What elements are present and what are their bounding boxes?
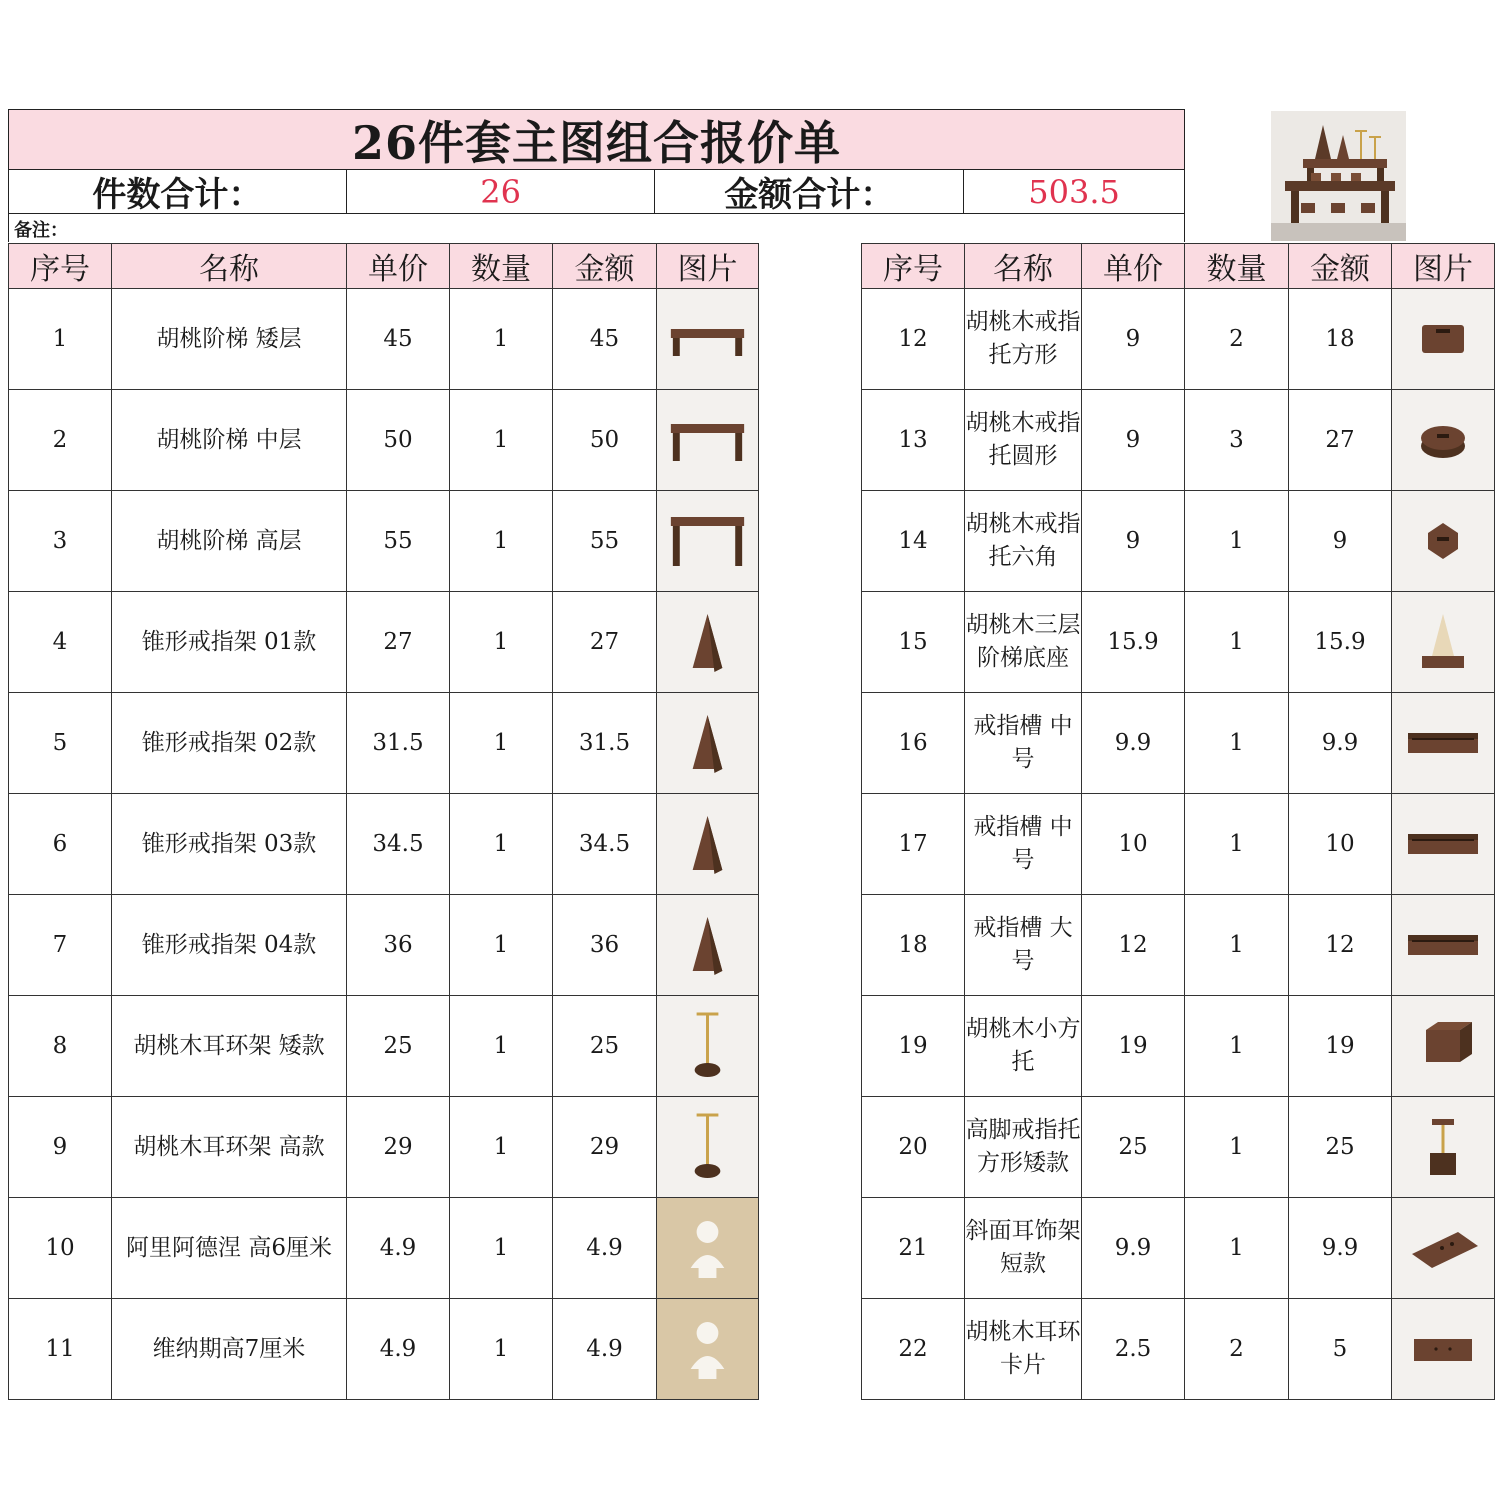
unit-price-cell[interactable]: 10 — [1082, 794, 1185, 895]
row-number-cell[interactable]: 12 — [862, 289, 965, 390]
row-number-cell[interactable]: 4 — [9, 592, 112, 693]
hexagon-ring-base-icon — [1392, 491, 1494, 591]
table-row — [862, 390, 1495, 491]
table-row — [862, 1299, 1495, 1400]
earring-stand-icon — [657, 996, 758, 1096]
unit-price-cell[interactable]: 9 — [1082, 289, 1185, 390]
col-price: 单价 — [347, 244, 450, 289]
product-image-cell — [1392, 996, 1495, 1097]
quantity-cell[interactable]: 1 — [1185, 693, 1289, 794]
line-amount-cell[interactable]: 50 — [553, 390, 657, 491]
quotation-header — [8, 109, 1185, 242]
line-amount-cell[interactable]: 10 — [1289, 794, 1392, 895]
product-name-cell[interactable]: 锥形戒指架 01款 — [112, 592, 347, 693]
display-set-icon — [1271, 111, 1406, 241]
unit-price-cell[interactable]: 31.5 — [347, 693, 450, 794]
table-row — [862, 996, 1495, 1097]
table-row — [862, 794, 1495, 895]
table-row — [9, 895, 759, 996]
quantity-cell[interactable]: 1 — [450, 693, 553, 794]
amount-total[interactable]: 503.5 — [964, 170, 1185, 213]
unit-price-cell[interactable]: 55 — [347, 491, 450, 592]
earring-card-icon — [1392, 1299, 1494, 1399]
col-no: 序号 — [862, 244, 965, 289]
row-number-cell[interactable]: 15 — [862, 592, 965, 693]
row-number-cell[interactable]: 8 — [9, 996, 112, 1097]
line-amount-cell[interactable]: 15.9 — [1289, 592, 1392, 693]
unit-price-cell[interactable]: 25 — [1082, 1097, 1185, 1198]
row-number-cell[interactable]: 13 — [862, 390, 965, 491]
table-row — [862, 693, 1495, 794]
earring-stand-icon — [657, 1097, 758, 1197]
quantity-cell[interactable]: 1 — [1185, 1198, 1289, 1299]
line-amount-cell[interactable]: 18 — [1289, 289, 1392, 390]
row-number-cell[interactable]: 6 — [9, 794, 112, 895]
unit-price-cell[interactable]: 9.9 — [1082, 693, 1185, 794]
quantity-cell[interactable]: 3 — [1185, 390, 1289, 491]
product-name-cell[interactable]: 锥形戒指架 02款 — [112, 693, 347, 794]
unit-price-cell[interactable]: 2.5 — [1082, 1299, 1185, 1400]
line-amount-cell[interactable]: 9.9 — [1289, 1198, 1392, 1299]
col-price: 单价 — [1082, 244, 1185, 289]
product-image-cell — [657, 1299, 759, 1400]
product-image-cell — [657, 794, 759, 895]
product-image-cell — [1392, 1097, 1495, 1198]
product-name-cell[interactable]: 胡桃木戒指托方形 — [965, 289, 1082, 390]
quantity-cell[interactable]: 1 — [1185, 794, 1289, 895]
quantity-cell[interactable]: 1 — [1185, 895, 1289, 996]
line-amount-cell[interactable]: 27 — [553, 592, 657, 693]
small-cube-icon — [1392, 996, 1494, 1096]
table-row — [9, 1097, 759, 1198]
unit-price-cell[interactable]: 9.9 — [1082, 1198, 1185, 1299]
row-number-cell[interactable]: 9 — [9, 1097, 112, 1198]
unit-price-cell[interactable]: 19 — [1082, 996, 1185, 1097]
product-image-cell — [1392, 390, 1495, 491]
quantity-cell[interactable]: 2 — [1185, 289, 1289, 390]
product-name-cell[interactable]: 斜面耳饰架 短款 — [965, 1198, 1082, 1299]
unit-price-cell[interactable]: 4.9 — [347, 1198, 450, 1299]
cone-ring-holder-icon — [657, 895, 758, 995]
unit-price-cell[interactable]: 45 — [347, 289, 450, 390]
left-quote-table — [8, 243, 759, 1400]
slanted-earring-board-icon — [1392, 1198, 1494, 1298]
line-amount-cell[interactable]: 9 — [1289, 491, 1392, 592]
table-row — [9, 390, 759, 491]
unit-price-cell[interactable]: 50 — [347, 390, 450, 491]
line-amount-cell[interactable]: 31.5 — [553, 693, 657, 794]
col-image: 图片 — [657, 244, 759, 289]
row-number-cell[interactable]: 16 — [862, 693, 965, 794]
ring-slot-icon — [1392, 794, 1494, 894]
product-image-cell — [1392, 491, 1495, 592]
product-image-cell — [657, 693, 759, 794]
quantity-cell[interactable]: 1 — [450, 390, 553, 491]
product-image-cell — [1392, 1198, 1495, 1299]
product-image-cell — [1392, 592, 1495, 693]
cone-ring-holder-icon — [657, 794, 758, 894]
totals-row — [8, 170, 1185, 214]
cone-on-base-icon — [1392, 592, 1494, 692]
product-set-photo — [1271, 111, 1406, 241]
line-amount-cell[interactable]: 55 — [553, 491, 657, 592]
sheet-title: 26件套主图组合报价单 — [8, 109, 1185, 170]
cone-ring-holder-icon — [657, 693, 758, 793]
quantity-cell[interactable]: 2 — [1185, 1299, 1289, 1400]
product-image-cell — [1392, 289, 1495, 390]
product-image-cell — [657, 592, 759, 693]
row-number-cell[interactable]: 21 — [862, 1198, 965, 1299]
quantity-cell[interactable]: 1 — [450, 289, 553, 390]
table-row — [862, 592, 1495, 693]
product-name-cell[interactable]: 胡桃阶梯 高层 — [112, 491, 347, 592]
row-number-cell[interactable]: 22 — [862, 1299, 965, 1400]
row-number-cell[interactable]: 3 — [9, 491, 112, 592]
col-qty: 数量 — [1185, 244, 1289, 289]
line-amount-cell[interactable]: 45 — [553, 289, 657, 390]
product-name-cell[interactable]: 阿里阿德涅 高6厘米 — [112, 1198, 347, 1299]
product-name-cell[interactable]: 胡桃木戒指托六角 — [965, 491, 1082, 592]
line-amount-cell[interactable]: 5 — [1289, 1299, 1392, 1400]
line-amount-cell[interactable]: 27 — [1289, 390, 1392, 491]
ring-slot-icon — [1392, 895, 1494, 995]
product-name-cell[interactable]: 高脚戒指托方形矮款 — [965, 1097, 1082, 1198]
high-shelf-icon — [657, 491, 758, 591]
unit-price-cell[interactable]: 36 — [347, 895, 450, 996]
unit-price-cell[interactable]: 27 — [347, 592, 450, 693]
row-number-cell[interactable]: 2 — [9, 390, 112, 491]
product-image-cell — [1392, 794, 1495, 895]
product-name-cell[interactable]: 胡桃木耳环架 矮款 — [112, 996, 347, 1097]
product-name-cell[interactable]: 胡桃木耳环卡片 — [965, 1299, 1082, 1400]
line-amount-cell[interactable]: 29 — [553, 1097, 657, 1198]
unit-price-cell[interactable]: 9 — [1082, 390, 1185, 491]
product-name-cell[interactable]: 维纳期高7厘米 — [112, 1299, 347, 1400]
product-image-cell — [657, 1097, 759, 1198]
note-label: 备注： — [14, 220, 68, 241]
quantity-cell[interactable]: 1 — [1185, 1097, 1289, 1198]
row-number-cell[interactable]: 11 — [9, 1299, 112, 1400]
product-image-cell — [657, 289, 759, 390]
line-amount-cell[interactable]: 25 — [553, 996, 657, 1097]
product-image-cell — [1392, 1299, 1495, 1400]
row-number-cell[interactable]: 7 — [9, 895, 112, 996]
unit-price-cell[interactable]: 12 — [1082, 895, 1185, 996]
table-row — [9, 996, 759, 1097]
product-image-cell — [657, 390, 759, 491]
quantity-cell[interactable]: 1 — [1185, 491, 1289, 592]
line-amount-cell[interactable]: 19 — [1289, 996, 1392, 1097]
line-amount-cell[interactable]: 25 — [1289, 1097, 1392, 1198]
col-no: 序号 — [9, 244, 112, 289]
unit-price-cell[interactable]: 9 — [1082, 491, 1185, 592]
unit-price-cell[interactable]: 4.9 — [347, 1299, 450, 1400]
mid-shelf-icon — [657, 390, 758, 490]
ring-slot-icon — [1392, 693, 1494, 793]
row-number-cell[interactable]: 17 — [862, 794, 965, 895]
product-name-cell[interactable]: 戒指槽 中号 — [965, 794, 1082, 895]
product-name-cell[interactable]: 胡桃阶梯 中层 — [112, 390, 347, 491]
unit-price-cell[interactable]: 34.5 — [347, 794, 450, 895]
product-name-cell[interactable]: 胡桃木耳环架 高款 — [112, 1097, 347, 1198]
product-name-cell[interactable]: 锥形戒指架 03款 — [112, 794, 347, 895]
right-header-row — [862, 244, 1495, 289]
row-number-cell[interactable]: 19 — [862, 996, 965, 1097]
unit-price-cell[interactable]: 29 — [347, 1097, 450, 1198]
quantity-cell[interactable]: 1 — [450, 1097, 553, 1198]
line-amount-cell[interactable]: 34.5 — [553, 794, 657, 895]
table-row — [862, 895, 1495, 996]
line-amount-cell[interactable]: 12 — [1289, 895, 1392, 996]
product-name-cell[interactable]: 胡桃木三层阶梯底座 — [965, 592, 1082, 693]
bust-statue-icon — [657, 1299, 758, 1399]
product-name-cell[interactable]: 戒指槽 大号 — [965, 895, 1082, 996]
line-amount-cell[interactable]: 9.9 — [1289, 693, 1392, 794]
table-row — [862, 1097, 1495, 1198]
quantity-cell[interactable]: 1 — [450, 996, 553, 1097]
pedestal-ring-holder-icon — [1392, 1097, 1494, 1197]
row-number-cell[interactable]: 10 — [9, 1198, 112, 1299]
line-amount-cell[interactable]: 36 — [553, 895, 657, 996]
table-row — [9, 289, 759, 390]
product-name-cell[interactable]: 戒指槽 中号 — [965, 693, 1082, 794]
table-row — [862, 1198, 1495, 1299]
table-row — [9, 794, 759, 895]
product-image-cell — [657, 491, 759, 592]
col-qty: 数量 — [450, 244, 553, 289]
col-name: 名称 — [965, 244, 1082, 289]
unit-price-cell[interactable]: 15.9 — [1082, 592, 1185, 693]
line-amount-cell[interactable]: 4.9 — [553, 1299, 657, 1400]
table-row — [9, 1299, 759, 1400]
unit-price-cell[interactable]: 25 — [347, 996, 450, 1097]
quantity-cell[interactable]: 1 — [1185, 996, 1289, 1097]
quantity-cell[interactable]: 1 — [450, 895, 553, 996]
row-number-cell[interactable]: 20 — [862, 1097, 965, 1198]
cone-ring-holder-icon — [657, 592, 758, 692]
quantity-cell[interactable]: 1 — [1185, 592, 1289, 693]
row-number-cell[interactable]: 1 — [9, 289, 112, 390]
quantity-cell[interactable]: 1 — [450, 592, 553, 693]
count-total[interactable]: 26 — [347, 170, 656, 213]
product-image-cell — [1392, 693, 1495, 794]
row-number-cell[interactable]: 5 — [9, 693, 112, 794]
table-row — [9, 693, 759, 794]
quantity-cell[interactable]: 1 — [450, 1198, 553, 1299]
table-row — [9, 1198, 759, 1299]
line-amount-cell[interactable]: 4.9 — [553, 1198, 657, 1299]
product-name-cell[interactable]: 胡桃阶梯 矮层 — [112, 289, 347, 390]
square-ring-base-icon — [1392, 289, 1494, 389]
left-header-row — [9, 244, 759, 289]
count-label: 件数合计： — [9, 170, 347, 213]
note-row[interactable] — [8, 214, 1185, 242]
product-name-cell[interactable]: 锥形戒指架 04款 — [112, 895, 347, 996]
col-image: 图片 — [1392, 244, 1495, 289]
product-image-cell — [657, 895, 759, 996]
row-number-cell[interactable]: 14 — [862, 491, 965, 592]
table-row — [862, 491, 1495, 592]
amount-label: 金额合计： — [655, 170, 964, 213]
table-row — [862, 289, 1495, 390]
low-shelf-icon — [657, 289, 758, 389]
quantity-cell[interactable]: 1 — [450, 491, 553, 592]
right-quote-table — [861, 243, 1495, 1400]
table-row — [9, 491, 759, 592]
col-amount: 金额 — [1289, 244, 1392, 289]
row-number-cell[interactable]: 18 — [862, 895, 965, 996]
product-image-cell — [657, 1198, 759, 1299]
product-image-cell — [657, 996, 759, 1097]
quantity-cell[interactable]: 1 — [450, 1299, 553, 1400]
bust-statue-icon — [657, 1198, 758, 1298]
round-ring-base-icon — [1392, 390, 1494, 490]
col-amount: 金额 — [553, 244, 657, 289]
product-name-cell[interactable]: 胡桃木小方托 — [965, 996, 1082, 1097]
table-row — [9, 592, 759, 693]
product-name-cell[interactable]: 胡桃木戒指托圆形 — [965, 390, 1082, 491]
quantity-cell[interactable]: 1 — [450, 794, 553, 895]
product-image-cell — [1392, 895, 1495, 996]
col-name: 名称 — [112, 244, 347, 289]
